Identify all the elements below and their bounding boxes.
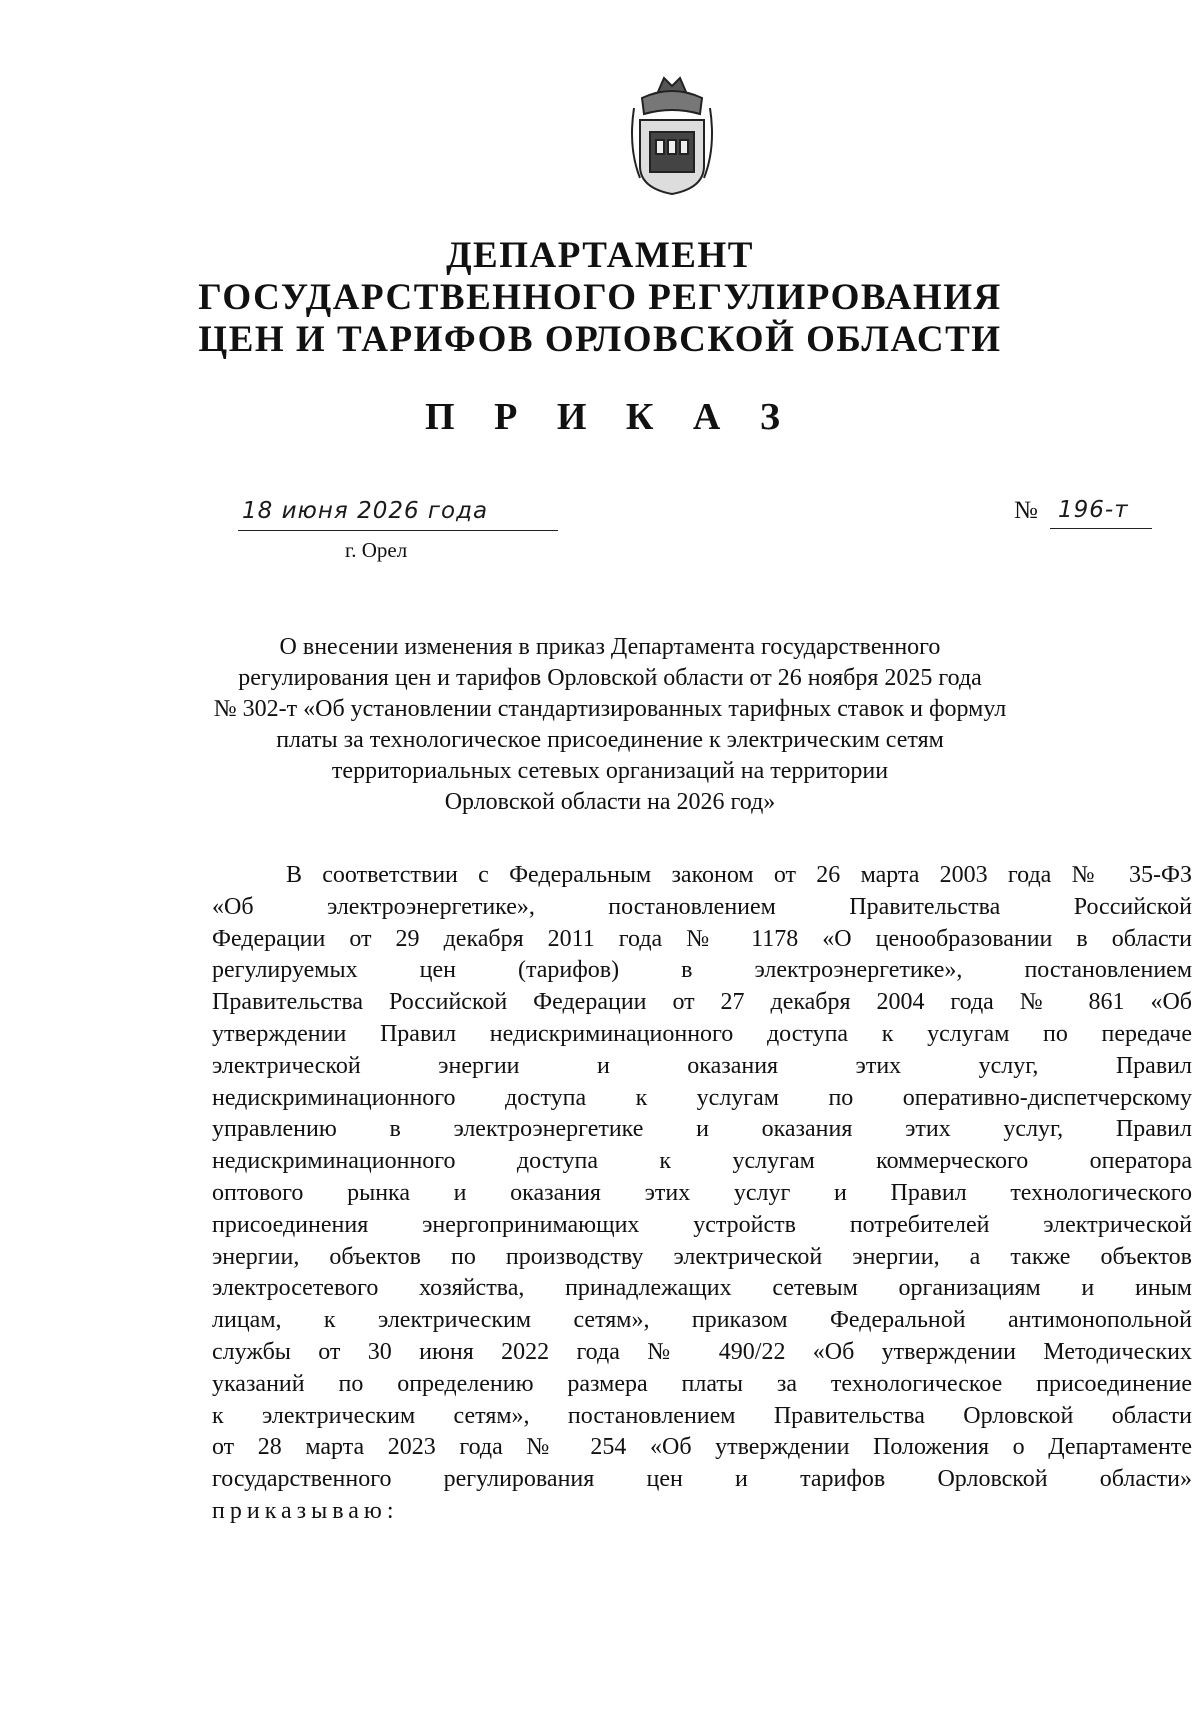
subject-line: регулирования цен и тарифов Орловской области от 26 ноября 2025 года <box>238 665 982 691</box>
coat-of-arms-emblem <box>628 68 716 198</box>
body-line: энергии, объектов по производству электрической энергии, а также объектов <box>212 1243 1192 1270</box>
body-line: недискриминационного доступа к услугам коммерческого оператора <box>212 1148 1192 1175</box>
body-line: службы от 30 июня 2022 года № 490/22 «Об утверждении Методических <box>212 1338 1192 1365</box>
body-line: лицам, к электрическим сетям», приказом Федеральной антимонопольной <box>212 1307 1192 1334</box>
body-line: электрической энергии и оказания этих услуг, Правил <box>212 1052 1192 1079</box>
body-line: управлению в электроэнергетике и оказания этих услуг, Правил <box>212 1116 1192 1143</box>
department-title-line: ГОСУДАРСТВЕННОГО РЕГУЛИРОВАНИЯ <box>198 277 1002 318</box>
body-line: к электрическим сетям», постановлением Правительства Орловской области <box>212 1402 1192 1429</box>
order-subject <box>190 632 1030 818</box>
city-label: г. Орел <box>345 538 408 562</box>
body-line: недискриминационного доступа к услугам по оперативно-диспетчерскому <box>212 1084 1192 1111</box>
order-number: 196-т <box>1058 497 1129 523</box>
subject-line: территориальных сетевых организаций на территории <box>331 758 889 784</box>
order-number-label: № <box>1014 497 1038 524</box>
body-line: регулируемых цен (тарифов) в электроэнергетике», постановлением <box>212 957 1192 984</box>
department-title <box>0 235 1200 361</box>
body-line: присоединения энергопринимающих устройств потребителей электрической <box>212 1211 1192 1238</box>
order-body <box>212 860 1192 1528</box>
subject-line: № 302-т «Об установлении стандартизированных тарифных ставок и формул <box>213 696 1007 722</box>
body-line: указаний по определению размера платы за технологическое присоединение <box>212 1370 1192 1397</box>
body-line: В соответствии с Федеральным законом от 26 марта 2003 года № 35-ФЗ <box>286 862 1192 888</box>
body-line: Правительства Российской Федерации от 27 декабря 2004 года № 861 «Об <box>212 989 1192 1016</box>
department-title-line: ЦЕН И ТАРИФОВ ОРЛОВСКОЙ ОБЛАСТИ <box>198 319 1002 360</box>
body-line: от 28 марта 2023 года № 254 «Об утверждении Положения о Департаменте <box>212 1434 1192 1461</box>
body-line: «Об электроэнергетике», постановлением Правительства Российской <box>212 893 1192 920</box>
order-title: П Р И К А З <box>425 396 795 438</box>
subject-line: Орловской области на 2026 год» <box>444 789 776 815</box>
body-line: утверждении Правил недискриминационного доступа к услугам по передаче <box>212 1020 1192 1047</box>
order-date: 18 июня 2026 года <box>242 498 489 524</box>
body-line: государственного регулирования цен и тарифов Орловской области» <box>212 1466 1192 1493</box>
body-line: электросетевого хозяйства, принадлежащих сетевым организациям и иным <box>212 1275 1192 1302</box>
subject-line: О внесении изменения в приказ Департамента государственного <box>279 634 941 660</box>
body-line: оптового рынка и оказания этих услуг и Правил технологического <box>212 1179 1192 1206</box>
body-line-ordering: приказываю: <box>212 1497 399 1524</box>
body-line: Федерации от 29 декабря 2011 года № 1178 «О ценообразовании в области <box>212 925 1192 952</box>
department-title-line: ДЕПАРТАМЕНТ <box>446 235 754 276</box>
subject-line: платы за технологическое присоединение к электрическим сетям <box>276 727 944 753</box>
